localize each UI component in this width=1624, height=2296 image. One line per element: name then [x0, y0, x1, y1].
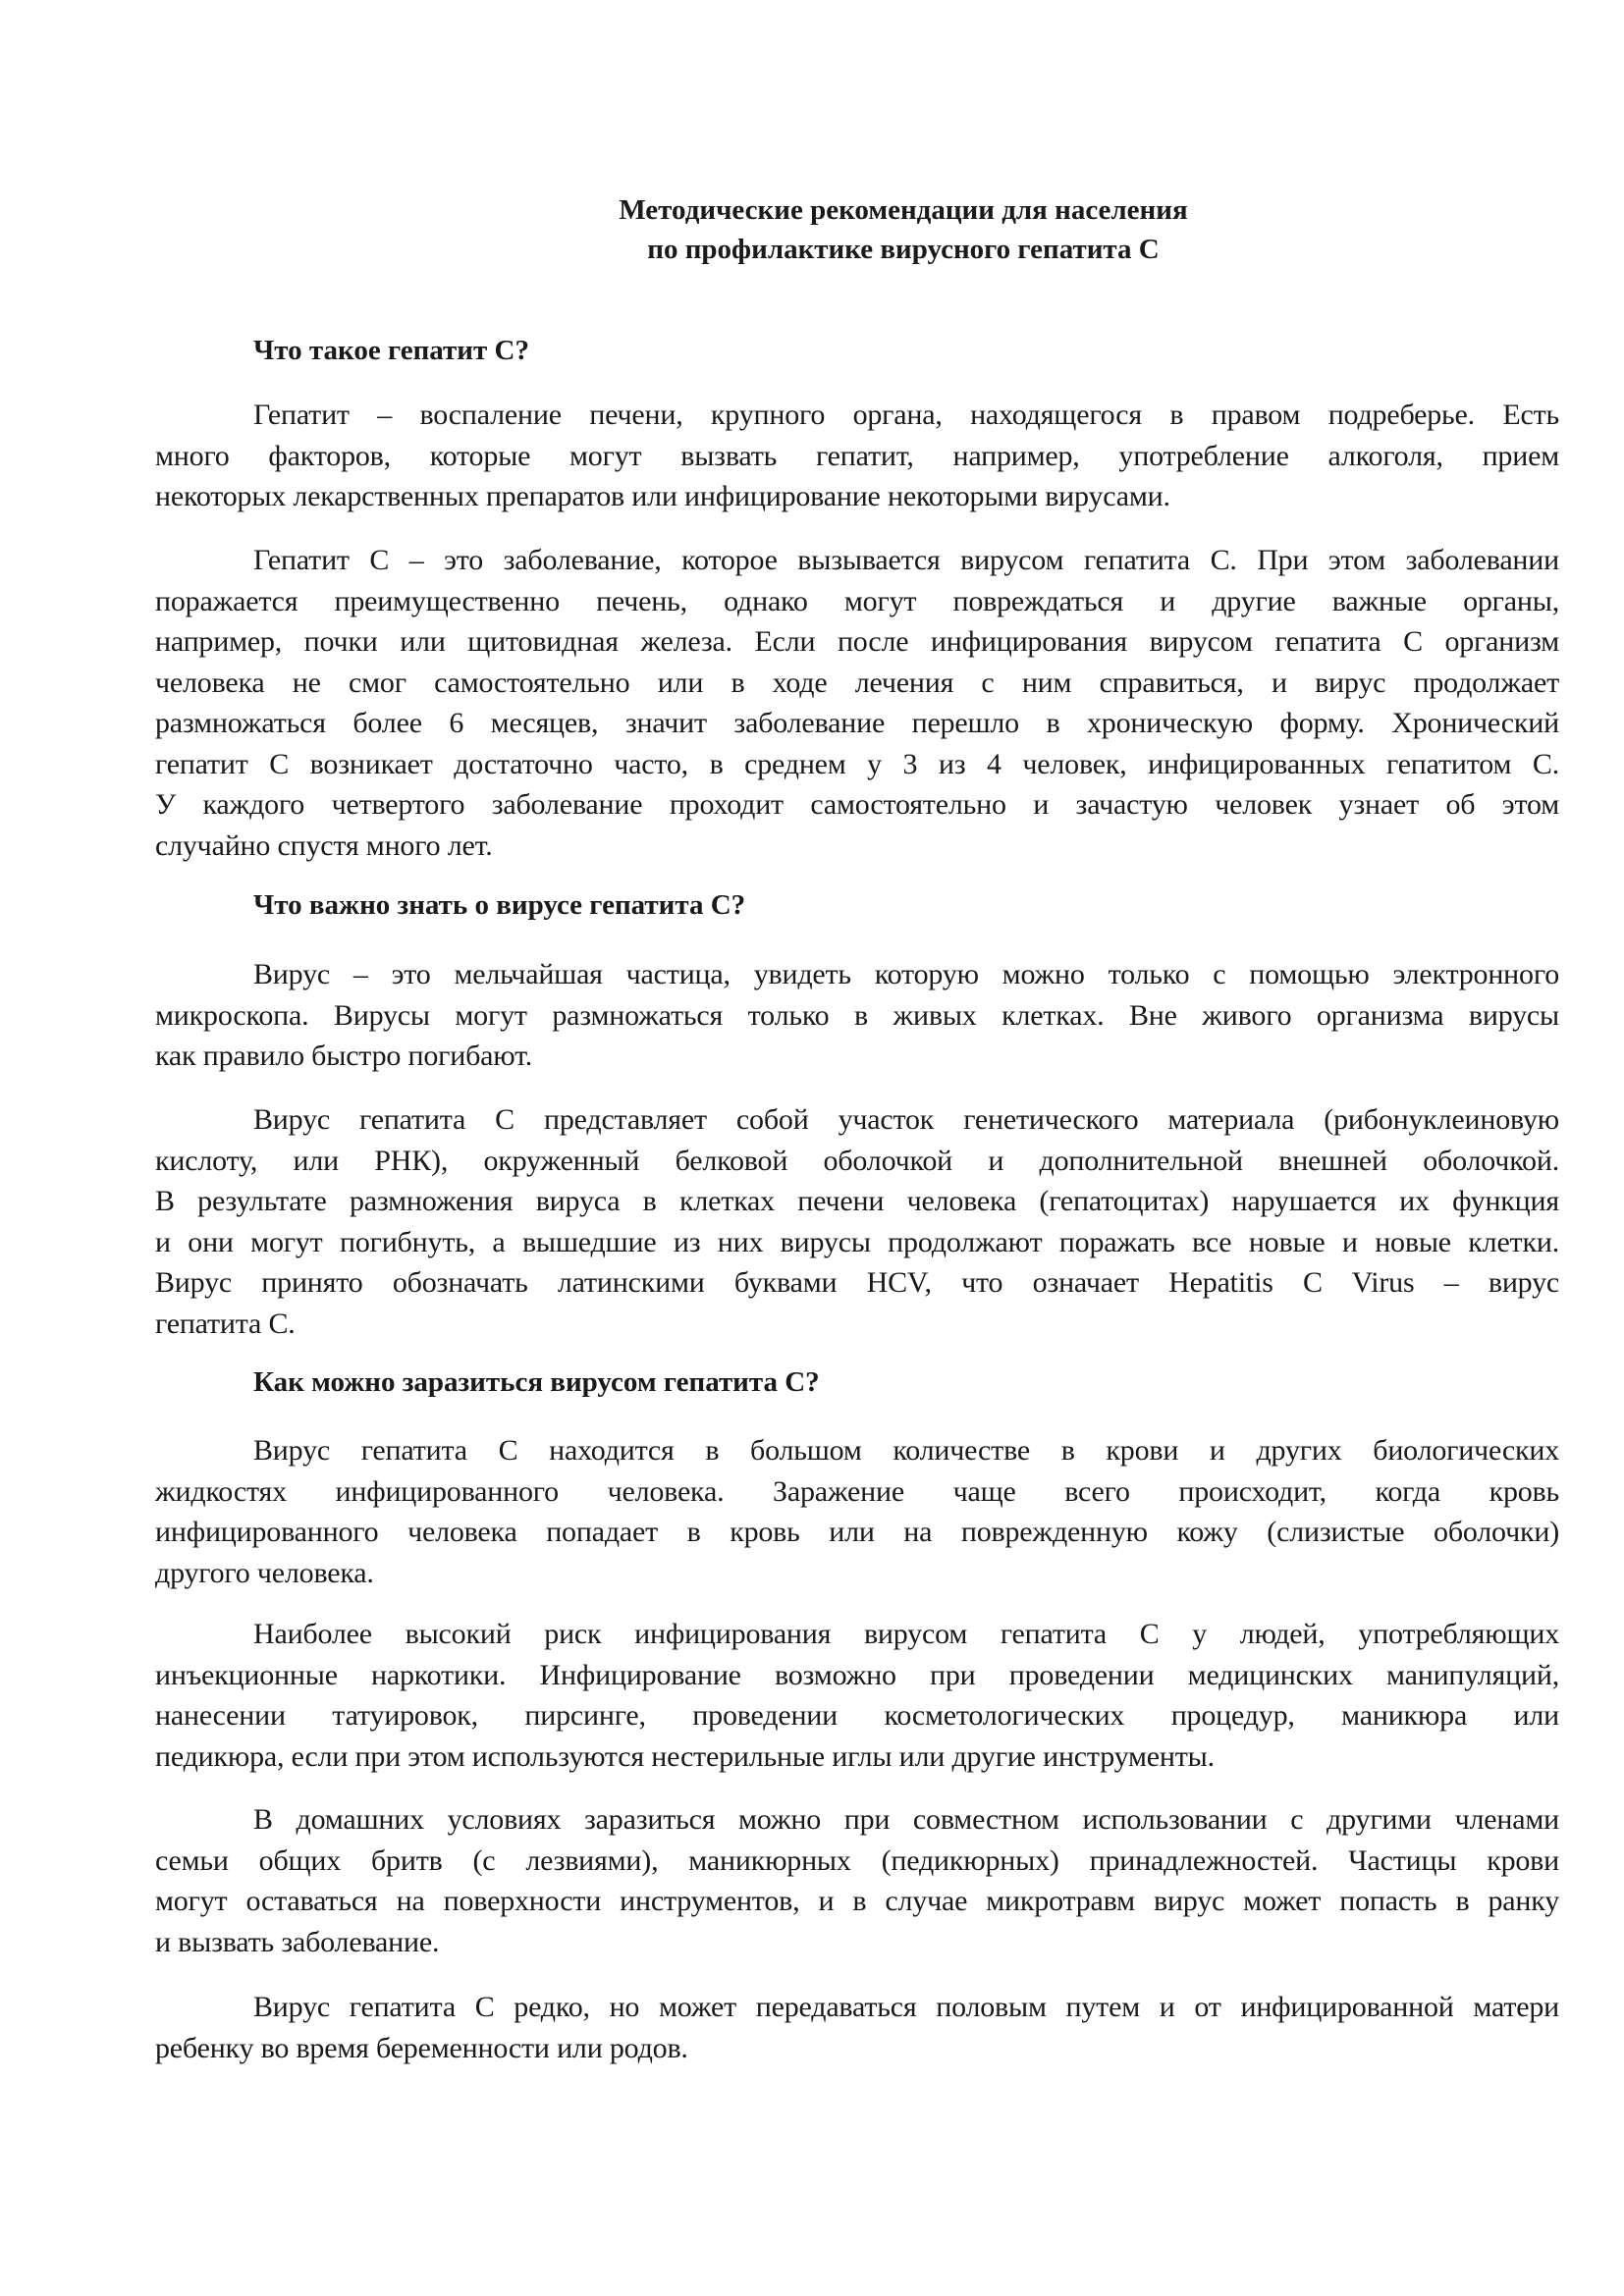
paragraph: [155, 1614, 1559, 1777]
text-line: например, почки или щитовидная железа. Если после инфицирования вирусом гепатита С организм: [155, 625, 1559, 658]
text-line: В результате размножения вируса в клетках печени человека (гепатоцитах) нарушается их функция: [155, 1185, 1559, 1217]
text-line: ребенку во время беременности или родов.: [155, 2031, 688, 2064]
text-line: Вирус гепатита С находится в большом количестве в крови и других биологических: [253, 1434, 1559, 1467]
text-line: У каждого четвертого заболевание проходит самостоятельно и зачастую человек узнает об этом: [155, 788, 1559, 821]
text-line: инфицированного человека попадает в кровь или на поврежденную кожу (слизистые оболочки): [155, 1516, 1559, 1548]
text-line: микроскопа. Вирусы могут размножаться только в живых клетках. Вне живого организма вирусы: [155, 998, 1559, 1032]
paragraph: [155, 1799, 1559, 1962]
section-heading: Как можно заразиться вирусом гепатита С?: [253, 1366, 820, 1398]
paragraph: [155, 1987, 1559, 2068]
text-line: кислоту, или РНК), окруженный белковой оболочкой и дополнительной внешней оболочкой.: [155, 1144, 1559, 1177]
paragraph: [155, 395, 1559, 517]
text-line: поражается преимущественно печень, однако могут повреждаться и другие важные органы,: [155, 584, 1559, 617]
text-line: могут оставаться на поверхности инструментов, и в случае микротравм вирус может попасть в ранку: [155, 1885, 1559, 1917]
text-line: размножаться более 6 месяцев, значит заболевание перешло в хроническую форму. Хронический: [155, 707, 1559, 739]
text-line: Гепатит С – это заболевание, которое вызывается вирусом гепатита С. При этом заболевании: [253, 544, 1559, 576]
paragraph: [155, 1430, 1559, 1593]
text-line: случайно спустя много лет.: [155, 828, 493, 862]
text-line: Вирус принято обозначать латинскими буквами HCV, что означает Hepatitis C Virus – вирус: [155, 1266, 1559, 1299]
document-title-line-2: по профилактике вирусного гепатита С: [647, 234, 1160, 265]
text-line: гепатит С возникает достаточно часто, в среднем у 3 из 4 человек, инфицированных гепатитом С.: [155, 747, 1559, 780]
paragraph: [155, 540, 1559, 866]
text-line: жидкостях инфицированного человека. Заражение чаще всего происходит, когда кровь: [155, 1474, 1559, 1508]
text-line: нанесении татуировок, пирсинге, проведении косметологических процедур, маникюра или: [155, 1699, 1559, 1732]
paragraph: [155, 954, 1559, 1077]
text-line: Наиболее высокий риск инфицирования вирусом гепатита С у людей, употребляющих: [253, 1618, 1559, 1650]
text-line: педикюра, если при этом используются нестерильные иглы или другие инструменты.: [155, 1739, 1215, 1773]
text-line: Вирус гепатита С представляет собой участок генетического материала (рибонуклеиновую: [253, 1103, 1559, 1136]
text-line: Вирус – это мельчайшая частица, увидеть которую можно только с помощью электронного: [253, 958, 1559, 990]
text-line: и вызвать заболевание.: [155, 1925, 440, 1958]
text-line: Вирус гепатита С редко, но может передаваться половым путем и от инфицированной матери: [253, 1991, 1559, 2023]
text-line: гепатита С.: [155, 1307, 296, 1340]
text-line: и они могут погибнуть, а вышедшие из них вирусы продолжают поражать все новые и новые клетки.: [155, 1225, 1559, 1258]
text-line: инъекционные наркотики. Инфицирование возможно при проведении медицинских манипуляций,: [155, 1658, 1559, 1691]
section-heading: Что такое гепатит С?: [253, 335, 529, 366]
section-heading: Что важно знать о вирусе гепатита С?: [253, 889, 746, 921]
text-line: В домашних условиях заразиться можно при совместном использовании с другими членами: [253, 1803, 1559, 1836]
text-line: другого человека.: [155, 1556, 374, 1589]
text-line: человека не смог самостоятельно или в ходе лечения с ним справиться, и вирус продолжает: [155, 666, 1559, 699]
text-line: семьи общих бритв (с лезвиями), маникюрных (педикюрных) принадлежностей. Частицы крови: [155, 1843, 1559, 1877]
document-title-line-1: Методические рекомендации для населения: [619, 194, 1188, 226]
text-line: как правило быстро погибают.: [155, 1040, 533, 1072]
text-line: много факторов, которые могут вызвать гепатит, например, употребление алкоголя, прием: [155, 439, 1559, 472]
paragraph: [155, 1099, 1559, 1344]
text-line: некоторых лекарственных препаратов или инфицирование некоторыми вирусами.: [155, 480, 1170, 512]
text-line: Гепатит – воспаление печени, крупного органа, находящегося в правом подреберье. Есть: [253, 399, 1559, 431]
